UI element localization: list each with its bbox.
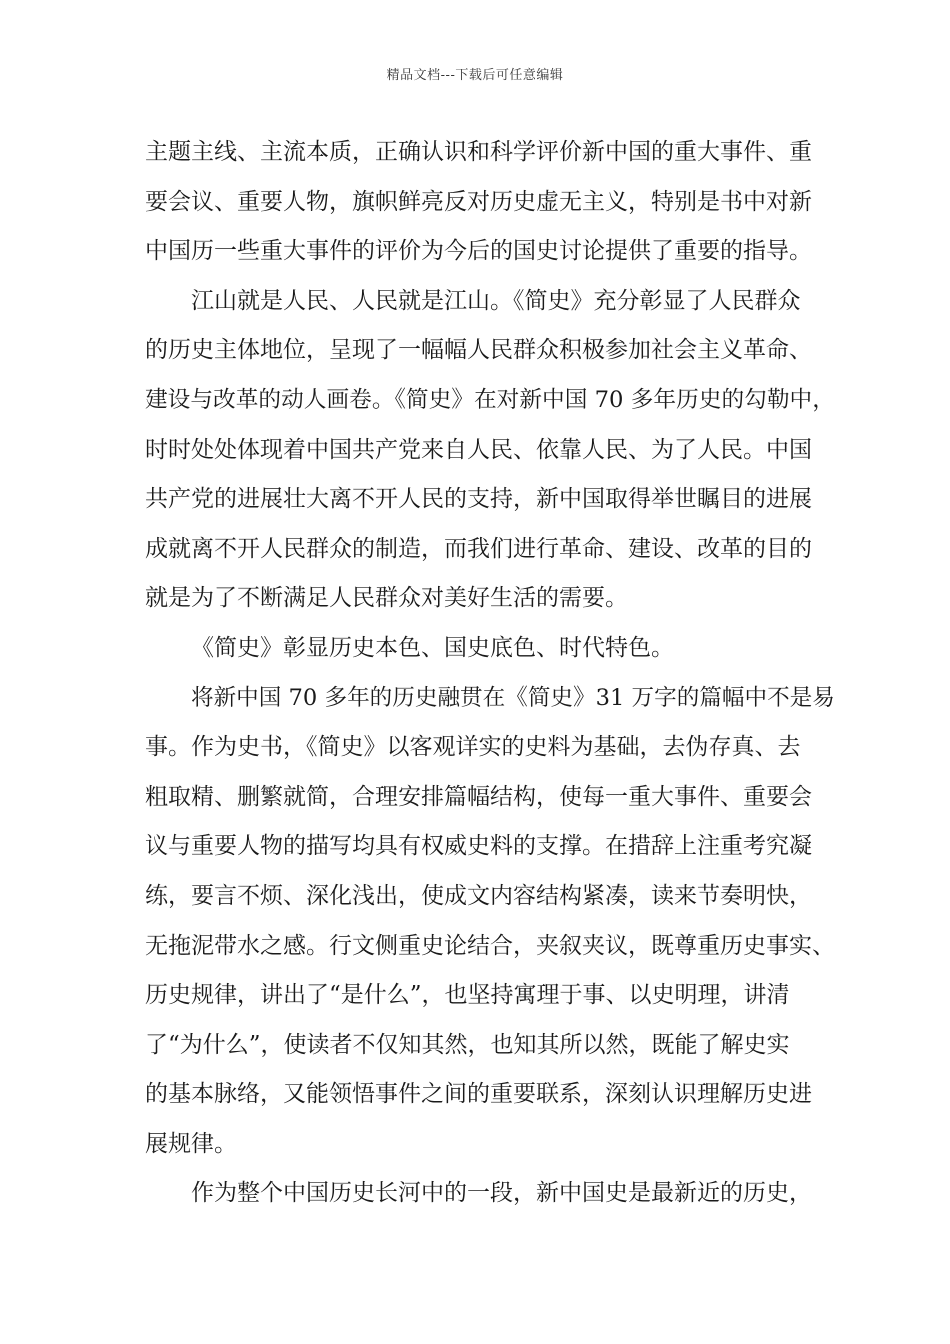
text-line: 中国历一些重大事件的评价为今后的国史讨论提供了重要的指导。 bbox=[145, 238, 812, 265]
text-line: 将新中国 70 多年的历史融贯在《简史》31 万字的篇幅中不是易 bbox=[191, 684, 835, 711]
text-line: 议与重要人物的描写均具有权威史料的支撑。在措辞上注重考究凝 bbox=[145, 833, 812, 860]
text-line: 的基本脉络，又能领悟事件之间的重要联系，深刻认识理解历史进 bbox=[145, 1081, 812, 1108]
text-line: 时时处处体现着中国共产党来自人民、依靠人民、为了人民。中国 bbox=[145, 436, 812, 463]
text-line: 就是为了不断满足人民群众对美好生活的需要。 bbox=[145, 585, 628, 612]
text-line: 共产党的进展壮大离不开人民的支持，新中国取得举世瞩目的进展 bbox=[145, 486, 812, 513]
text-line: 的历史主体地位，呈现了一幅幅人民群众积极参加社会主义革命、 bbox=[145, 337, 812, 364]
page-header: 精品文档---下载后可任意编辑 bbox=[386, 68, 564, 83]
text-line: 事。作为史书，《简史》以客观详实的史料为基础，去伪存真、去 bbox=[145, 734, 801, 761]
text-line: 江山就是人民、人民就是江山。《简史》充分彰显了人民群众 bbox=[191, 287, 801, 314]
text-line: 了“为什么”，使读者不仅知其然，也知其所以然，既能了解史实 bbox=[145, 1031, 790, 1058]
text-line: 练，要言不烦、深化浅出，使成文内容结构紧凑，读来节奏明快， bbox=[145, 882, 812, 909]
text-line: 建设与改革的动人画卷。《简史》在对新中国 70 多年历史的勾勒中， bbox=[145, 386, 835, 413]
text-line: 作为整个中国历史长河中的一段，新中国史是最新近的历史， bbox=[191, 1180, 812, 1207]
text-line: 历史规律，讲出了“是什么”，也坚持寓理于事、以史明理，讲清 bbox=[145, 982, 790, 1009]
text-line: 主题主线、主流本质，正确认识和科学评价新中国的重大事件、重 bbox=[145, 139, 812, 165]
text-line: 无拖泥带水之感。行文侧重史论结合，夹叙夹议，既尊重历史事实、 bbox=[145, 932, 835, 959]
text-line: 要会议、重要人物，旗帜鲜亮反对历史虚无主义，特别是书中对新 bbox=[145, 188, 812, 215]
text-line: 《简史》彰显历史本色、国史底色、时代特色。 bbox=[191, 634, 674, 661]
text-line: 展规律。 bbox=[145, 1130, 237, 1157]
text-line: 粗取精、删繁就简，合理安排篇幅结构，使每一重大事件、重要会 bbox=[145, 783, 812, 810]
document-body bbox=[145, 133, 835, 1224]
text-line: 成就离不开人民群众的制造，而我们进行革命、建设、改革的目的 bbox=[145, 535, 812, 562]
